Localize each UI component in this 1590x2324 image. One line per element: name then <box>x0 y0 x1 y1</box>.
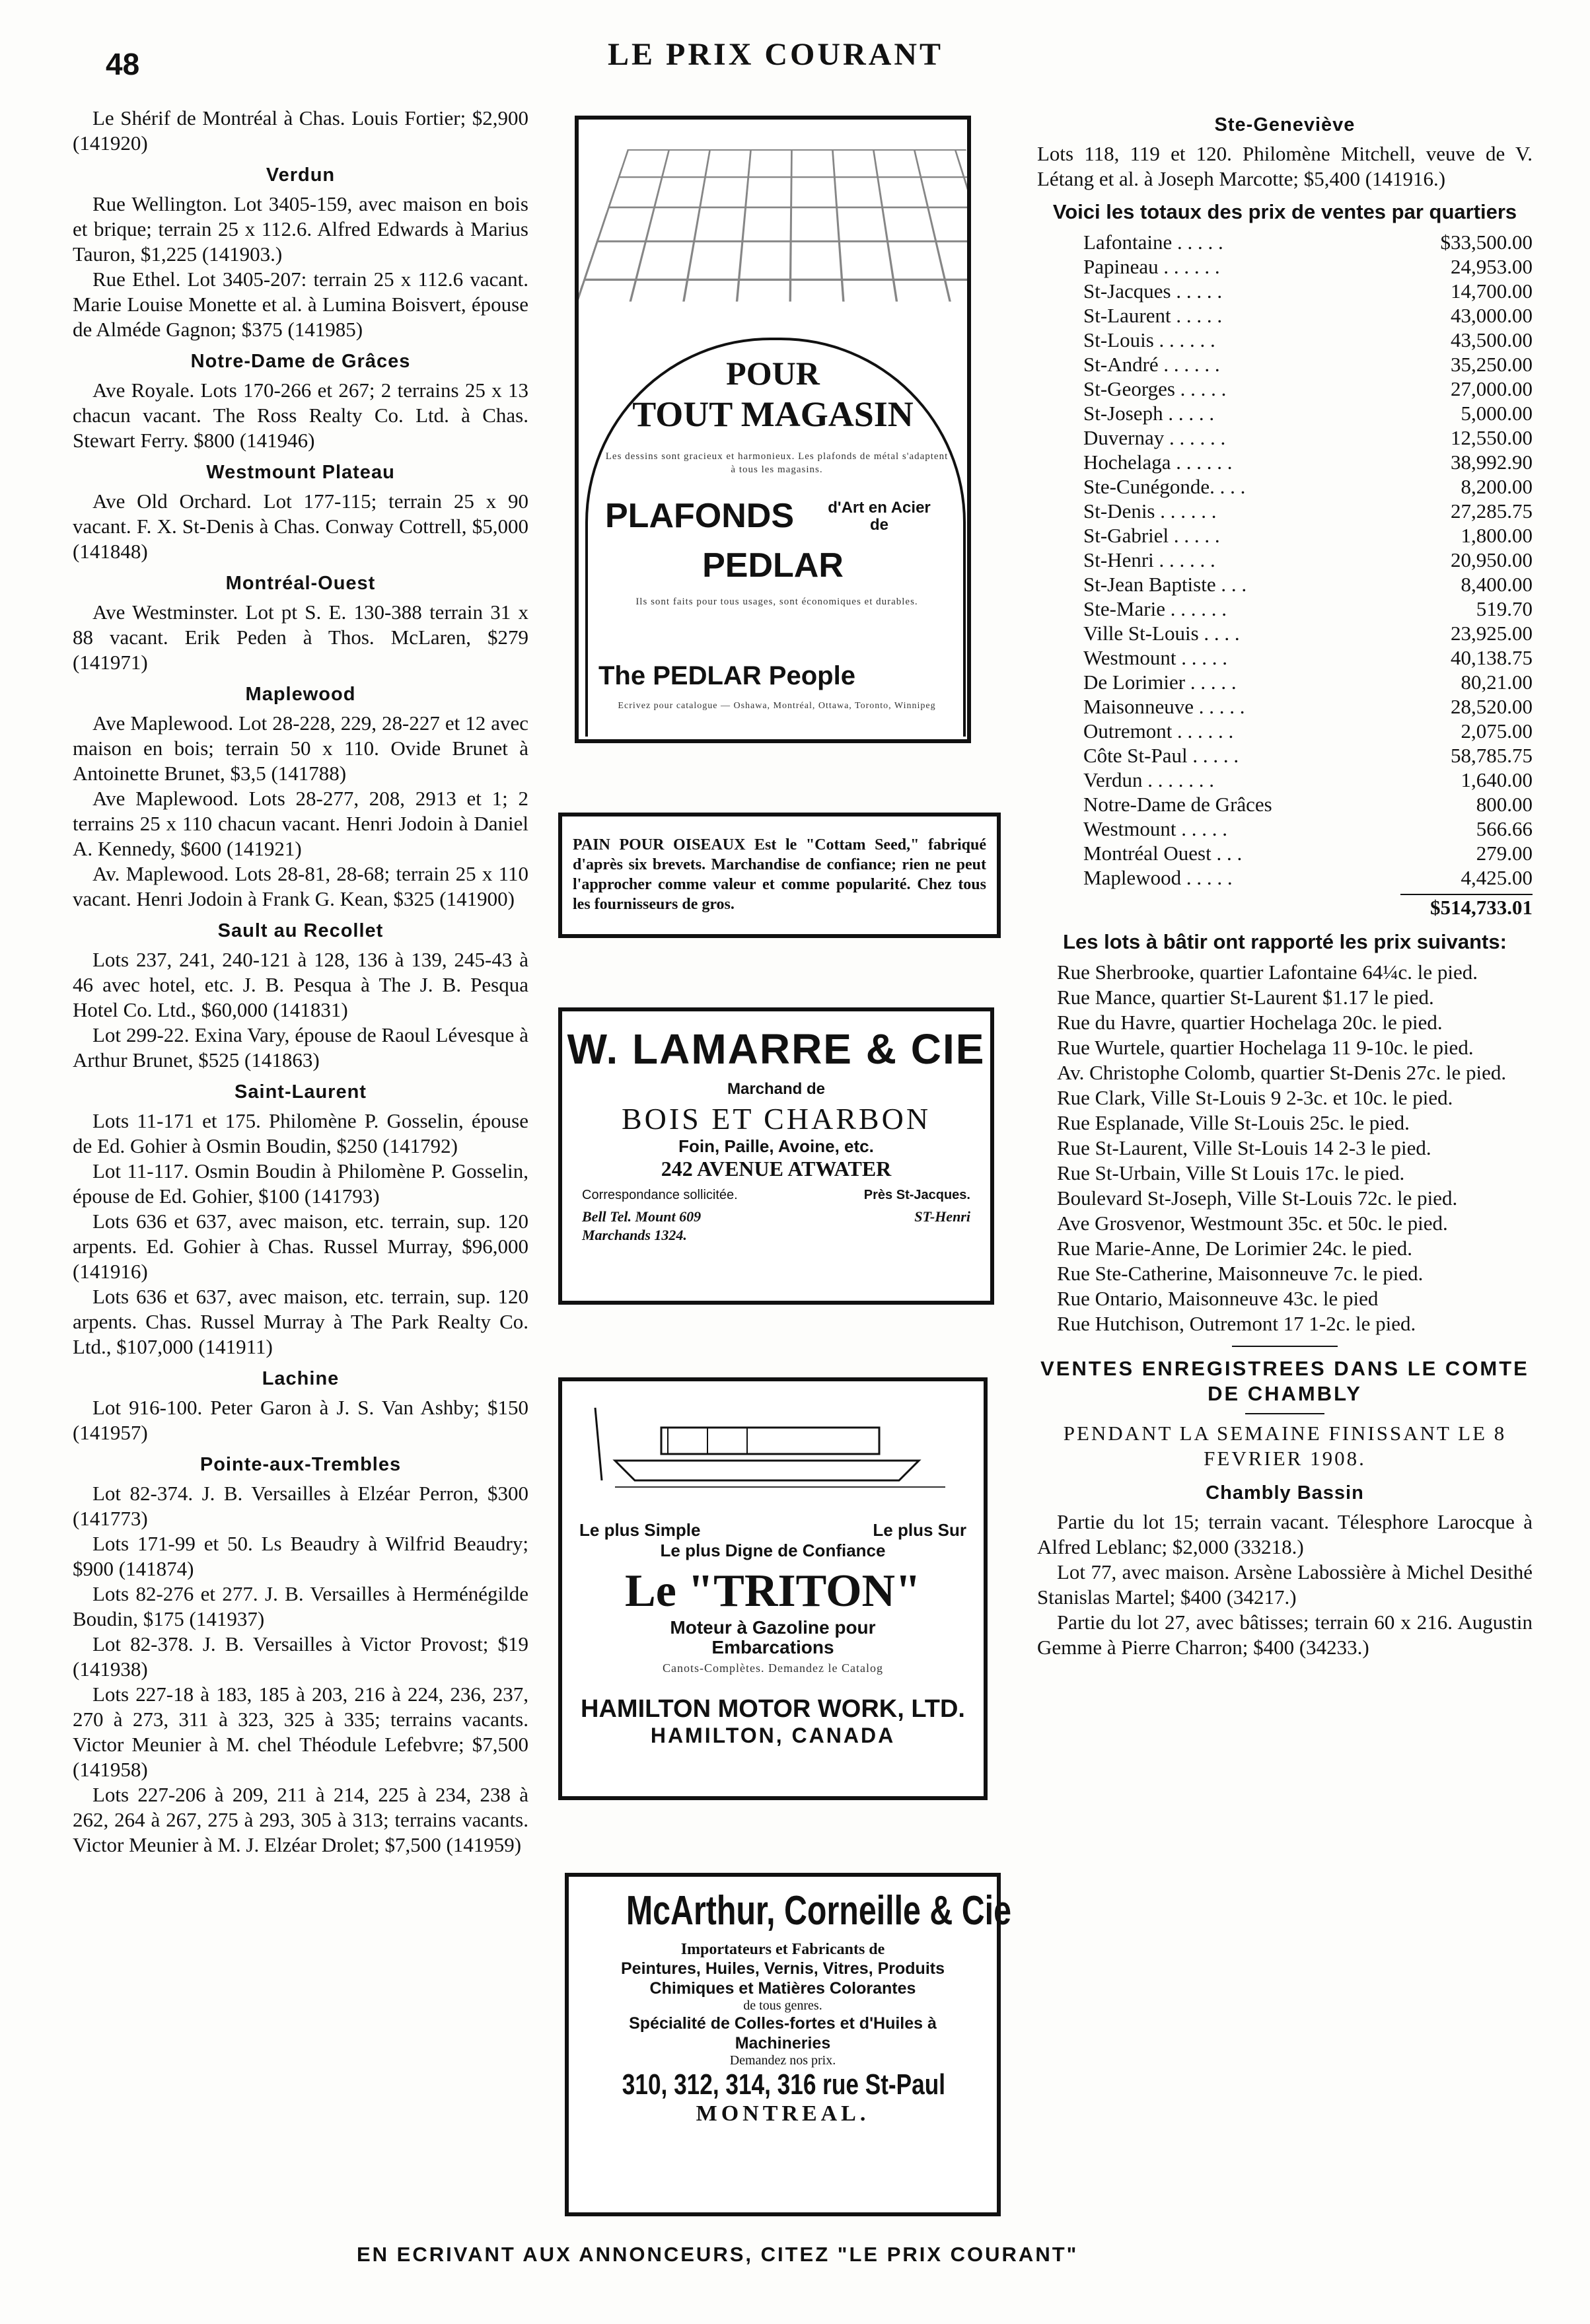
lot-price-entry: Rue St-Laurent, Ville St-Louis 14 2-3 le pied. <box>1057 1136 1431 1159</box>
sale-entry: Lots 636 et 637, avec maison, etc. terrain, sup. 120 arpents. Ed. Gohier à Chas. Russel Murray, $96,000 (141916) <box>73 1210 528 1283</box>
lot-price-entry: Rue Marie-Anne, De Lorimier 24c. le pied. <box>1057 1237 1413 1260</box>
quartier-name: Hochelaga . . . . . . <box>1083 451 1233 474</box>
totals-row <box>1037 328 1533 352</box>
pedlar-pour: POUR <box>726 355 820 392</box>
quartier-name: St-Georges . . . . . <box>1083 377 1227 400</box>
triton-name: Le "TRITON" <box>625 1566 921 1616</box>
lamarre-foin: Foin, Paille, Avoine, etc. <box>678 1136 874 1156</box>
lot-price-entry: Rue Mance, quartier St-Laurent $1.17 le pied. <box>1057 986 1434 1009</box>
section-heading: Pointe-aux-Trembles <box>199 1454 402 1475</box>
quartier-total: 279.00 <box>1476 842 1533 865</box>
mcarthur-city: MONTREAL. <box>696 2101 870 2126</box>
lot-price-entry: Rue Wurtele, quartier Hochelaga 11 9-10c. le pied. <box>1057 1036 1474 1059</box>
ste-genevieve-entry: Lots 118, 119 et 120. Philomène Mitchell, veuve de V. Létang et al. à Joseph Marcotte; $5,400 (141916.) <box>1037 142 1533 190</box>
footer-note: EN ECRIVANT AUX ANNONCEURS, CITEZ "LE PRIX COURANT" <box>357 2243 1079 2266</box>
mcarthur-import: Importateurs et Fabricants de <box>680 1941 885 1958</box>
quartier-total: 58,785.75 <box>1451 744 1533 767</box>
totals-row <box>1037 352 1533 377</box>
quartier-name: Côte St-Paul . . . . . <box>1083 744 1239 767</box>
section-heading: Westmount Plateau <box>206 462 395 483</box>
lot-price-entry: Av. Christophe Colomb, quartier St-Denis 27c. le pied. <box>1057 1061 1507 1084</box>
ceiling-illustration <box>579 120 967 311</box>
quartier-name: St-Jacques . . . . . <box>1083 279 1223 303</box>
lamarre-marchands: Marchands 1324. <box>582 1227 687 1243</box>
quartier-total: 35,250.00 <box>1451 353 1533 376</box>
totals-row <box>1037 719 1533 743</box>
sale-entry: Lots 227-18 à 183, 185 à 203, 216 à 224, 236, 237, 270 à 273, 311 à 323, 325 à 335; terrains vacants. Victor Meunier à M. chel Théodule Lefebvre; $7,500 (141958) <box>73 1683 528 1781</box>
quartier-total: 20,950.00 <box>1451 548 1533 571</box>
quartier-total: 14,700.00 <box>1451 279 1533 303</box>
triton-company: HAMILTON MOTOR WORK, LTD. <box>581 1695 965 1723</box>
quartier-total: 27,285.75 <box>1451 499 1533 523</box>
quartier-name: Papineau . . . . . . <box>1083 255 1220 278</box>
totals-row <box>1037 768 1533 792</box>
lamarre-sthenri: ST-Henri <box>914 1208 970 1225</box>
quartier-total: 2,075.00 <box>1461 719 1533 743</box>
grand-total: $514,733.01 <box>1430 896 1533 919</box>
lamarre-pres: Près St-Jacques. <box>863 1188 970 1202</box>
quartier-name: St-Joseph . . . . . <box>1083 402 1215 425</box>
chambly-entry: Lot 77, avec maison. Arsène Labossière à Michel Desithé Stanislas Martel; $400 (34217.) <box>1037 1560 1533 1609</box>
quartier-name: Maplewood . . . . . <box>1083 866 1233 889</box>
triton-city: HAMILTON, CANADA <box>650 1724 896 1747</box>
quartier-total: 8,400.00 <box>1461 573 1533 596</box>
triton-confiance: Le plus Digne de Confiance <box>660 1541 886 1560</box>
totals-row <box>1037 377 1533 401</box>
totals-row <box>1037 303 1533 328</box>
pedlar-blurb-1: Les dessins sont gracieux et harmonieux. Les plafonds de métal s'adaptent à tous les magasins. <box>605 451 949 475</box>
lamarre-correspondance: Correspondance sollicitée. <box>582 1188 738 1202</box>
pedlar-dart: d'Art en Acier de <box>828 499 931 534</box>
sale-entry: Lots 237, 241, 240-121 à 128, 136 à 139, 245-43 à 46 avec hotel, etc. J. B. Pesqua à The J. B. Pesqua Hotel Co. Ltd., $60,000 (141831) <box>73 948 528 1021</box>
mcarthur-prix: Demandez nos prix. <box>729 2053 836 2068</box>
sale-entry: Lot 82-374. J. B. Versailles à Elzéar Perron, $300 (141773) <box>73 1482 528 1530</box>
sale-entry: Rue Ethel. Lot 3405-207: terrain 25 x 112.6 vacant. Marie Louise Monette et al. à Lumina Boisvert, épouse de Alméde Gagnon; $375 (141985) <box>73 268 528 341</box>
lot-price-entry: Rue du Havre, quartier Hochelaga 20c. le pied. <box>1057 1011 1443 1034</box>
quartier-total: $33,500.00 <box>1440 231 1533 254</box>
lot-price-entry: Boulevard St-Joseph, Ville St-Louis 72c. le pied. <box>1057 1186 1458 1210</box>
sale-entry: Lots 171-99 et 50. Ls Beaudry à Wilfrid Beaudry; $900 (141874) <box>73 1532 528 1580</box>
section-heading: Maplewood <box>245 684 356 705</box>
quartier-name: St-Laurent . . . . . <box>1083 304 1223 327</box>
quartier-total: 1,800.00 <box>1461 524 1533 547</box>
triton-sur: Le plus Sur <box>873 1520 966 1540</box>
triton-catalog: Canots-Complètes. Demandez le Catalog <box>663 1661 883 1675</box>
quartier-total: 40,138.75 <box>1451 646 1533 669</box>
quartier-name: Lafontaine . . . . . <box>1083 231 1223 254</box>
mcarthur-genres: de tous genres. <box>743 1998 822 2013</box>
totals-row <box>1037 279 1533 303</box>
section-heading: Notre-Dame de Grâces <box>190 351 411 372</box>
sale-entry: Ave Royale. Lots 170-266 et 267; 2 terrains 25 x 13 chacun vacant. The Ross Realty Co. Ltd. à Chas. Stewart Ferry. $800 (141946) <box>73 379 528 452</box>
totals-row <box>1037 523 1533 548</box>
sale-entry: Lots 82-276 et 277. J. B. Versailles à Herménégilde Boudin, $175 (141937) <box>73 1582 528 1630</box>
quartier-total: 38,992.90 <box>1451 451 1533 474</box>
quartier-name: St-André . . . . . . <box>1083 353 1220 376</box>
sale-entry: Lot 82-378. J. B. Versailles à Victor Provost; $19 (141938) <box>73 1632 528 1681</box>
quartier-name: Maisonneuve . . . . . <box>1083 695 1245 718</box>
totals-row <box>1037 597 1533 621</box>
pedlar-brand: PEDLAR <box>702 546 844 585</box>
pedlar-blurb-2: Ils sont faits pour tous usages, sont économiques et durables. <box>635 597 918 607</box>
quartier-name: Ste-Cunégonde. . . . <box>1083 475 1246 498</box>
sale-entry: Lot 11-117. Osmin Boudin à Philomène P. Gosselin, épouse de Ed. Gohier, $100 (141793) <box>73 1159 528 1208</box>
lamarre-bois: BOIS ET CHARBON <box>621 1102 931 1136</box>
lot-price-entry: Ave Grosvenor, Westmount 35c. et 50c. le pied. <box>1057 1212 1448 1235</box>
totals-row <box>1037 254 1533 279</box>
sale-entry: Ave Maplewood. Lot 28-228, 229, 28-227 et 12 avec maison en bois; terrain 50 x 110. Ovide Brunet à Antoinette Brunet, $3,5 (141788) <box>73 711 528 785</box>
quartier-total: 1,640.00 <box>1461 768 1533 791</box>
totals-row <box>1037 572 1533 597</box>
pain-oiseaux-ad: PAIN POUR OISEAUX Est le "Cottam Seed," fabriqué d'après six brevets. Marchandise de confiance; rien ne peut l'approcher comme valeur et comme popularité. Chez tous les fournisseurs de gros. <box>558 813 1001 938</box>
sale-entry: Lots 227-206 à 209, 211 à 214, 225 à 234, 238 à 262, 264 à 267, 275 à 293, 305 à 313; terrains vacants. Victor Meunier à M. J. Elzéar Drolet; $7,500 (141959) <box>73 1783 528 1856</box>
quartier-total: 5,000.00 <box>1461 402 1533 425</box>
chambly-list <box>1037 1509 1533 1660</box>
totals-row <box>1037 499 1533 523</box>
pendant-line: PENDANT LA SEMAINE FINISSANT LE 8 FEVRIER 1908. <box>1063 1422 1507 1470</box>
quartier-name: Westmount . . . . . <box>1083 817 1227 840</box>
mcarthur-address: 310, 312, 314, 316 rue St-Paul <box>622 2068 945 2101</box>
quartier-name: Verdun . . . . . . . <box>1083 768 1215 791</box>
page-title: LE PRIX COURANT <box>608 37 944 72</box>
quartier-name: St-Louis . . . . . . <box>1083 328 1215 351</box>
totals-row <box>1037 474 1533 499</box>
quartier-total: 519.70 <box>1476 597 1533 620</box>
totals-row <box>1037 743 1533 768</box>
pedlar-tout-magasin: TOUT MAGASIN <box>632 394 914 434</box>
quartier-name: Outremont . . . . . . <box>1083 719 1234 743</box>
quartier-name: St-Gabriel . . . . . <box>1083 524 1220 547</box>
totals-row <box>1037 792 1533 817</box>
pedlar-people: The PEDLAR People <box>598 661 855 690</box>
lot-price-entry: Rue Sherbrooke, quartier Lafontaine 64¼c. le pied. <box>1057 961 1478 984</box>
triton-simple: Le plus Simple <box>579 1520 701 1540</box>
quartier-total: 43,500.00 <box>1451 328 1533 351</box>
quartier-name: Duvernay . . . . . . <box>1083 426 1226 449</box>
totals-list <box>1037 230 1533 890</box>
motorboat-illustration <box>575 1388 970 1520</box>
quartier-name: St-Jean Baptiste . . . <box>1083 573 1247 596</box>
lamarre-address: 242 AVENUE ATWATER <box>661 1157 892 1180</box>
page-number: 48 <box>106 47 140 81</box>
lots-list <box>1037 960 1533 1336</box>
pedlar-blurb-3: Ecrivez pour catalogue — Oshawa, Montréal, Ottawa, Toronto, Winnipeg <box>618 701 936 711</box>
section-heading: Verdun <box>266 164 336 186</box>
totals-row <box>1037 841 1533 865</box>
sale-entry: Ave Old Orchard. Lot 177-115; terrain 25 x 90 vacant. F. X. St-Denis à Chas. Conway Cottrell, $5,000 (141848) <box>73 490 528 563</box>
mcarthur-name: McArthur, Corneille & Cie <box>626 1888 1011 1934</box>
quartier-name: St-Henri . . . . . . <box>1083 548 1215 571</box>
quartier-total: 23,925.00 <box>1451 622 1533 645</box>
mcarthur-products: Peintures, Huiles, Vernis, Vitres, Produits Chimiques et Matières Colorantes <box>621 1959 945 1998</box>
triton-moteur: Moteur à Gazoline pour Embarcations <box>670 1617 876 1657</box>
quartier-name: De Lorimier . . . . . <box>1083 671 1237 694</box>
totals-row <box>1037 645 1533 670</box>
totals-row <box>1037 230 1533 254</box>
section-chambly-bassin: Chambly Bassin <box>1206 1482 1364 1504</box>
section-heading: Montréal-Ouest <box>225 573 376 594</box>
totals-row <box>1037 425 1533 450</box>
sale-entry: Le Shérif de Montréal à Chas. Louis Fortier; $2,900 (141920) <box>73 106 528 155</box>
lot-price-entry: Rue Ste-Catherine, Maisonneuve 7c. le pied. <box>1057 1262 1424 1285</box>
quartier-name: Notre-Dame de Grâces <box>1083 793 1272 816</box>
totals-row <box>1037 401 1533 425</box>
section-ste-genevieve: Ste-Geneviève <box>1214 114 1355 135</box>
sale-entry: Ave Westminster. Lot pt S. E. 130-388 terrain 31 x 88 vacant. Erik Peden à Thos. McLaren, $279 (141971) <box>73 600 528 674</box>
quartier-name: Ville St-Louis . . . . <box>1083 622 1240 645</box>
pedlar-plafonds: PLAFONDS <box>605 497 794 535</box>
totals-row <box>1037 694 1533 719</box>
chambly-entry: Partie du lot 15; terrain vacant. Télesphore Larocque à Alfred Leblanc; $2,000 (33218.) <box>1037 1510 1533 1558</box>
sale-entry: Lot 299-22. Exina Vary, épouse de Raoul Lévesque à Arthur Brunet, $525 (141863) <box>73 1023 528 1071</box>
triton-ad <box>558 1377 988 1800</box>
quartier-total: 8,200.00 <box>1461 475 1533 498</box>
quartier-total: 43,000.00 <box>1451 304 1533 327</box>
sale-entry: Lot 916-100. Peter Garon à J. S. Van Ashby; $150 (141957) <box>73 1396 528 1444</box>
quartier-name: St-Denis . . . . . . <box>1083 499 1217 523</box>
mcarthur-specialite: Spécialité de Colles-fortes et d'Huiles à Machineries <box>629 2014 937 2052</box>
section-heading: Sault au Recollet <box>217 920 384 941</box>
lamarre-ad <box>558 1007 994 1305</box>
sale-entry: Ave Maplewood. Lots 28-277, 208, 2913 et 1; 2 terrains 25 x 110 chacun vacant. Henri Jodoin à Daniel A. Kennedy, $600 (141921) <box>73 787 528 860</box>
quartier-total: 27,000.00 <box>1451 377 1533 400</box>
sale-entry: Rue Wellington. Lot 3405-159, avec maison en bois et brique; terrain 25 x 112.6. Alfred Edwards à Marius Tauron, $1,225 (141903.) <box>73 192 528 266</box>
totals-row <box>1037 450 1533 474</box>
totals-heading: Voici les totaux des prix de ventes par quartiers <box>1052 200 1517 223</box>
section-heading: Lachine <box>262 1368 340 1389</box>
sale-entry: Lots 636 et 637, avec maison, etc. terrain, sup. 120 arpents. Chas. Russel Murray à The Park Realty Co. Ltd., $107,000 (141911) <box>73 1285 528 1358</box>
lot-price-entry: Rue Hutchison, Outremont 17 1-2c. le pied. <box>1057 1312 1416 1335</box>
right-column <box>1037 106 1533 1660</box>
lot-price-entry: Rue Clark, Ville St-Louis 9 2-3c. et 10c. le pied. <box>1057 1086 1453 1109</box>
totals-row <box>1037 621 1533 645</box>
quartier-total: 24,953.00 <box>1451 255 1533 278</box>
lot-price-entry: Rue Esplanade, Ville St-Louis 25c. le pied. <box>1057 1111 1410 1134</box>
ventes-heading: VENTES ENREGISTREES DANS LE COMTE DE CHAMBLY <box>1040 1357 1529 1405</box>
totals-row <box>1037 548 1533 572</box>
quartier-name: Ste-Marie . . . . . . <box>1083 597 1227 620</box>
lot-price-entry: Rue St-Urbain, Ville St Louis 17c. le pied. <box>1057 1161 1405 1184</box>
lamarre-bell: Bell Tel. Mount 609 <box>582 1208 702 1225</box>
lamarre-marchand: Marchand de <box>727 1080 826 1098</box>
lamarre-name: W. LAMARRE & CIE <box>567 1025 986 1073</box>
quartier-total: 4,425.00 <box>1461 866 1533 889</box>
section-heading: Saint-Laurent <box>235 1081 367 1103</box>
quartier-total: 800.00 <box>1476 793 1533 816</box>
mcarthur-ad <box>565 1873 1011 2216</box>
left-column <box>73 106 528 1858</box>
quartier-total: 566.66 <box>1476 817 1533 840</box>
quartier-total: 28,520.00 <box>1451 695 1533 718</box>
pedlar-ad <box>575 116 971 743</box>
chambly-entry: Partie du lot 27, avec bâtisses; terrain 60 x 216. Augustin Gemme à Pierre Charron; $400 (34233.) <box>1037 1611 1533 1659</box>
quartier-total: 12,550.00 <box>1451 426 1533 449</box>
quartier-total: 80,21.00 <box>1461 671 1533 694</box>
lot-price-entry: Rue Ontario, Maisonneuve 43c. le pied <box>1057 1287 1379 1310</box>
sale-entry: Lots 11-171 et 175. Philomène P. Gosselin, épouse de Ed. Gohier à Osmin Boudin, $250 (141792) <box>73 1109 528 1157</box>
totals-row <box>1037 817 1533 841</box>
totals-row <box>1037 865 1533 890</box>
totals-row <box>1037 670 1533 694</box>
sale-entry: Av. Maplewood. Lots 28-81, 28-68; terrain 25 x 110 vacant. Henri Jodoin à Frank G. Kean, $325 (141900) <box>73 862 528 910</box>
quartier-name: Montréal Ouest . . . <box>1083 842 1243 865</box>
quartier-name: Westmount . . . . . <box>1083 646 1227 669</box>
lots-heading: Les lots à bâtir ont rapporté les prix suivants: <box>1063 930 1507 953</box>
